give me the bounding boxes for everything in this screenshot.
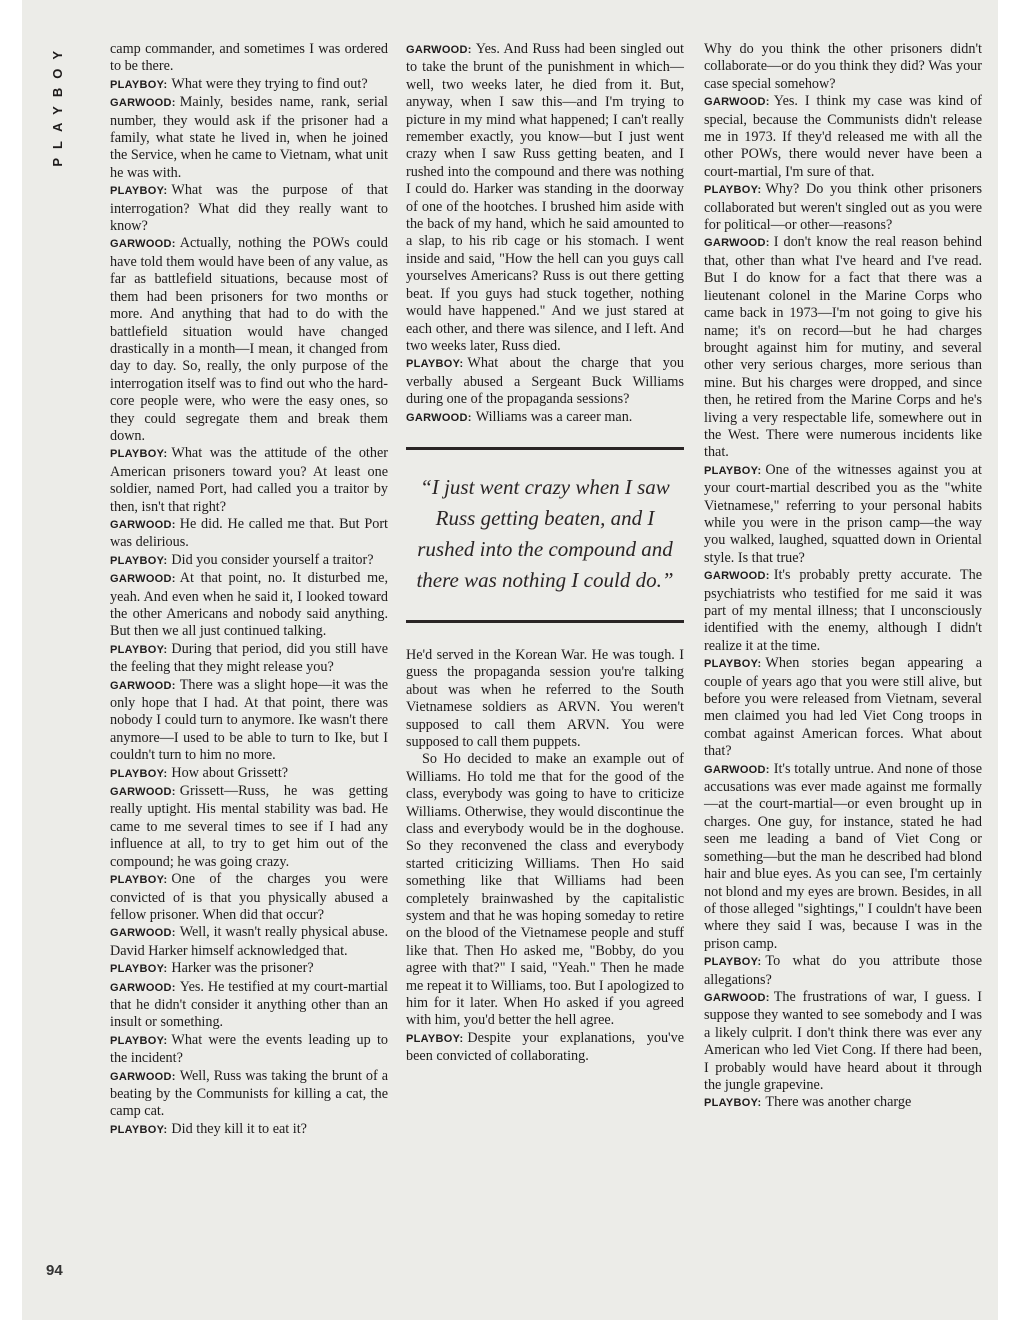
paragraph-text: During that period, did you still have the feeling that they might release you? (110, 640, 388, 676)
speaker-label: PLAYBOY: (110, 874, 168, 887)
interview-paragraph (704, 989, 982, 1094)
speaker-label: PLAYBOY: (110, 1123, 168, 1136)
body-paragraph (406, 647, 684, 751)
speaker-label: GARWOOD: (704, 991, 770, 1004)
interview-paragraph (110, 960, 388, 978)
speaker-label: GARWOOD: (110, 518, 176, 531)
paragraph-text: Why? Do you think other prisoners collaborated but weren't singled out as you were for political—or other—reasons? (704, 181, 982, 234)
speaker-label: GARWOOD: (110, 927, 176, 940)
paragraph-text: One of the witnesses against you at your court-martial described you as the "white Vietnamese," referring to your personal habits while you were in the prison camp—the way you walked, laughed, squatted down in Oriental style. Is that true? (704, 461, 982, 566)
paragraph-text: Did they kill it to eat it? (171, 1120, 307, 1137)
paragraph-text: I don't know the real reason behind that, other than what I've heard and I've read. But I do know for a fact that there was a lieutenant colonel in the Marine Corps who came back in 1973—I'm not going to give his name; it's on record—but he had charges brought against him for mutiny, and several other very serious charges, more serious than mine. But his charges were dropped, and since then, he retired from the Marine Corps and he's living a very respectable life, somewhere out in the West. There were numerous incidents like that. (704, 234, 982, 461)
interview-paragraph (406, 41, 684, 355)
speaker-label: PLAYBOY: (110, 448, 168, 461)
interview-paragraph (110, 1032, 388, 1068)
paragraph-text: Yes. And Russ had been singled out to take the brunt of the punishment in which—well, two weeks later, he died from it. But, anyway, when I saw this—and I'm trying to picture in my mind what happened; I can't really remember exactly, you know—but I just went crazy when I saw Russ getting beaten, and I rushed into the compound and there was nothing I could do. Harker was standing in the doorway of one of the hootches. I brushed him aside with the back of my hand, which he said amounted to a slap, to his rib cage or his stomach. I went inside and said, "How the hell can you guys call yourselves Americans? Russ is out there getting beat. If you guys had stuck together, nothing would have happened." And we just stared at each other, and there was silence, and I left. And two weeks later, Russ died. (406, 41, 684, 354)
paragraph-text: Actually, nothing the POWs could have told them would have been of any value, as far as battlefield situations, because most of them had been prisoners for two months or more. And anything that had to do with the battlefield situation would have changed drastically in a month—I mean, it changed from day to day. So, really, the only purpose of the interrogation itself was to find out who the hard-core people were, who were the easy ones, so they could segregate them and break them down. (110, 235, 388, 444)
interview-paragraph (704, 655, 982, 760)
paragraph-text: It's totally untrue. And none of those accusations was ever made against me formally—at the court-martial—or even brought up in charges. One guy, for instance, stated he had seen me leading a band of Viet Cong or something—but the man he described had blond hair and blue eyes. As you can see, I'm certainly not blond and my eyes are brown. Besides, in all of those alleged "sightings," I couldn't have been where they said I was, because I was in the prison camp. (704, 760, 982, 952)
speaker-label: PLAYBOY: (704, 1097, 762, 1110)
paragraph-text: He did. He called me that. But Port was delirious. (110, 515, 388, 551)
speaker-label: PLAYBOY: (110, 767, 168, 780)
speaker-label: PLAYBOY: (110, 78, 168, 91)
interview-paragraph (110, 783, 388, 871)
interview-paragraph (110, 516, 388, 552)
speaker-label: GARWOOD: (110, 238, 176, 251)
interview-paragraph (110, 552, 388, 570)
interview-paragraph (110, 765, 388, 783)
speaker-label: GARWOOD: (110, 981, 176, 994)
speaker-label: PLAYBOY: (110, 643, 168, 656)
speaker-label: GARWOOD: (704, 570, 770, 583)
paragraph-text: Mainly, besides name, rank, serial number, they would ask if the prisoner had a family, what state he lived in, when he joined the Service, when he came to Vietnam, what unit he was with. (110, 94, 388, 181)
paragraph-text: Yes. He testified at my court-martial that he didn't consider it anything other than an insult or something. (110, 978, 388, 1031)
speaker-label: GARWOOD: (110, 97, 176, 110)
paragraph-text: There was a slight hope—it was the only hope that I had. At that point, there was nobody I could turn to anymore. Ike wasn't there anymore—I used to be able to turn to Ike, but I couldn't turn to him no more. (110, 676, 388, 764)
interview-paragraph (110, 1068, 388, 1121)
paragraph-text: What about the charge that you verbally abused a Sergeant Buck Williams during one of the propaganda sessions? (406, 355, 684, 408)
paragraph-text: What were they trying to find out? (171, 75, 368, 92)
interview-paragraph (110, 76, 388, 94)
speaker-label: PLAYBOY: (406, 358, 464, 371)
interview-paragraph (110, 641, 388, 677)
paragraph-text: How about Grissett? (171, 764, 289, 781)
paragraph-text: camp commander, and sometimes I was ordered to be there. (110, 41, 388, 75)
speaker-label: GARWOOD: (406, 44, 472, 56)
paragraph-text: It's probably pretty accurate. The psychiatrists who testified for me said it was part of my mental illness; that I unconsciously identified with the enemy, although I didn't realize it at the time. (704, 567, 982, 654)
interview-paragraph (110, 570, 388, 641)
interview-paragraph (406, 1030, 684, 1066)
interview-paragraph (704, 181, 982, 234)
speaker-label: GARWOOD: (406, 411, 472, 424)
speaker-label: GARWOOD: (110, 786, 176, 799)
interview-paragraph (704, 93, 982, 181)
interview-paragraph (110, 94, 388, 182)
speaker-label: PLAYBOY: (704, 658, 762, 671)
speaker-label: GARWOOD: (110, 1070, 176, 1083)
paragraph-text: One of the charges you were convicted of is that you physically abused a fellow prisoner. When did that occur? (110, 871, 388, 923)
paragraph-text: What was the purpose of that interrogation? What did they really want to know? (110, 182, 388, 235)
paragraph-text: Well, it wasn't really physical abuse. David Harker himself acknowledged that. (110, 924, 388, 959)
speaker-label: GARWOOD: (704, 763, 770, 776)
interview-paragraph (110, 979, 388, 1032)
body-paragraph (110, 41, 388, 76)
interview-paragraph (110, 871, 388, 924)
speaker-label: GARWOOD: (704, 96, 770, 109)
interview-paragraph (704, 462, 982, 567)
interview-paragraph (110, 235, 388, 445)
speaker-label: PLAYBOY: (704, 464, 762, 477)
paragraph-text: Why do you think the other prisoners didn't collaborate—or do you think they did? Was your case special somehow? (704, 41, 982, 92)
speaker-label: PLAYBOY: (406, 1032, 464, 1045)
paragraph-text: At that point, no. It disturbed me, yeah. And even when he said it, I looked toward the other Americans and nobody said anything. But then we all just continued talking. (110, 570, 388, 640)
text-column-2 (406, 41, 684, 1066)
body-paragraph (406, 751, 684, 1030)
interview-paragraph (110, 182, 388, 235)
text-column-1 (110, 41, 388, 1139)
interview-paragraph (406, 409, 684, 427)
body-paragraph (704, 41, 982, 93)
paragraph-text: Yes. I think my case was kind of special, because the Communists didn't release me in 1973. If they'd released me with all the other POWs, there would never have been a court-martial, I'm sure of that. (704, 93, 982, 180)
interview-paragraph (704, 761, 982, 953)
paragraph-text: Well, Russ was taking the brunt of a beating by the Communists for killing a cat, the camp cat. (110, 1067, 388, 1120)
interview-paragraph (110, 924, 388, 960)
interview-paragraph (110, 445, 388, 516)
column-2-bottom (406, 647, 684, 1066)
speaker-label: PLAYBOY: (110, 963, 168, 976)
interview-paragraph (110, 1121, 388, 1139)
pull-quote: “I just went crazy when I saw Russ getting beaten, and I rushed into the compound and there was nothing I could do.” (406, 447, 684, 623)
interview-paragraph (704, 234, 982, 461)
interview-paragraph (704, 953, 982, 989)
speaker-label: GARWOOD: (110, 573, 176, 586)
paragraph-text: So Ho decided to make an example out of Williams. Ho told me that for the good of the class, everybody was going to have to criticize Williams. Otherwise, they would discontinue the class and everybody would be in the doghouse. So they reconvened the class and everybody started criticizing Williams. Then Ho said something like that Williams had been completely brainwashed by the capitalistic system and that he was hoping someday to retire on the blood of the Vietnamese people and stuff like that. Then Ho asked me, "Bobby, do you agree with that?" I said, "Yeah." Then he made me repeat it to Williams, too. But I apologized to him for it later. When Ho asked if you agreed with him, you'd better the hell agree. (406, 751, 684, 1029)
magazine-page (22, 0, 998, 1320)
speaker-label: GARWOOD: (704, 237, 770, 250)
paragraph-text: What was the attitude of the other American prisoners toward you? At least one soldier, named Port, had called you a traitor by then, isn't that right? (110, 445, 388, 515)
text-column-3 (704, 41, 982, 1113)
paragraph-text: To what do you attribute those allegations? (704, 953, 982, 988)
interview-paragraph (110, 677, 388, 765)
paragraph-text: Grissett—Russ, he was getting really uptight. His mental stability was bad. He came to me several times to see if I had any influence at all, to try to get him out of the compound; he was going crazy. (110, 783, 388, 870)
paragraph-text: There was another charge (765, 1094, 912, 1111)
paragraph-text: The frustrations of war, I guess. I suppose they wanted to see somebody and I was a likely culprit. I don't think there was ever any American who led Viet Cong. If there had been, I probably would have heard about it through the jungle grapevine. (704, 988, 982, 1093)
speaker-label: PLAYBOY: (110, 1034, 168, 1047)
speaker-label: GARWOOD: (110, 679, 176, 692)
paragraph-text: Williams was a career man. (475, 408, 633, 425)
paragraph-text: Harker was the prisoner? (171, 960, 314, 977)
page-number: 94 (46, 1262, 63, 1279)
interview-paragraph (406, 355, 684, 408)
speaker-label: PLAYBOY: (704, 956, 762, 969)
paragraph-text: When stories began appearing a couple of years ago that you were still alive, but before you were released from Vietnam, several men claimed you had led Viet Cong troops in combat against American forces. What about that? (704, 655, 982, 760)
interview-paragraph (704, 1094, 982, 1112)
speaker-label: PLAYBOY: (704, 184, 762, 197)
paragraph-text: Did you consider yourself a traitor? (171, 551, 374, 568)
paragraph-text: What were the events leading up to the incident? (110, 1031, 388, 1067)
interview-paragraph (704, 567, 982, 655)
column-2-top (406, 41, 684, 427)
magazine-title: PLAYBOY (50, 42, 65, 167)
paragraph-text: Despite your explanations, you've been convicted of collaborating. (406, 1029, 684, 1065)
speaker-label: PLAYBOY: (110, 185, 168, 198)
speaker-label: PLAYBOY: (110, 554, 168, 567)
paragraph-text: He'd served in the Korean War. He was tough. I guess the propaganda session you're talking about was when he referred to the South Vietnamese soldiers as ARVN. You weren't supposed to call them ARVN. You were supposed to call them puppets. (406, 646, 684, 750)
